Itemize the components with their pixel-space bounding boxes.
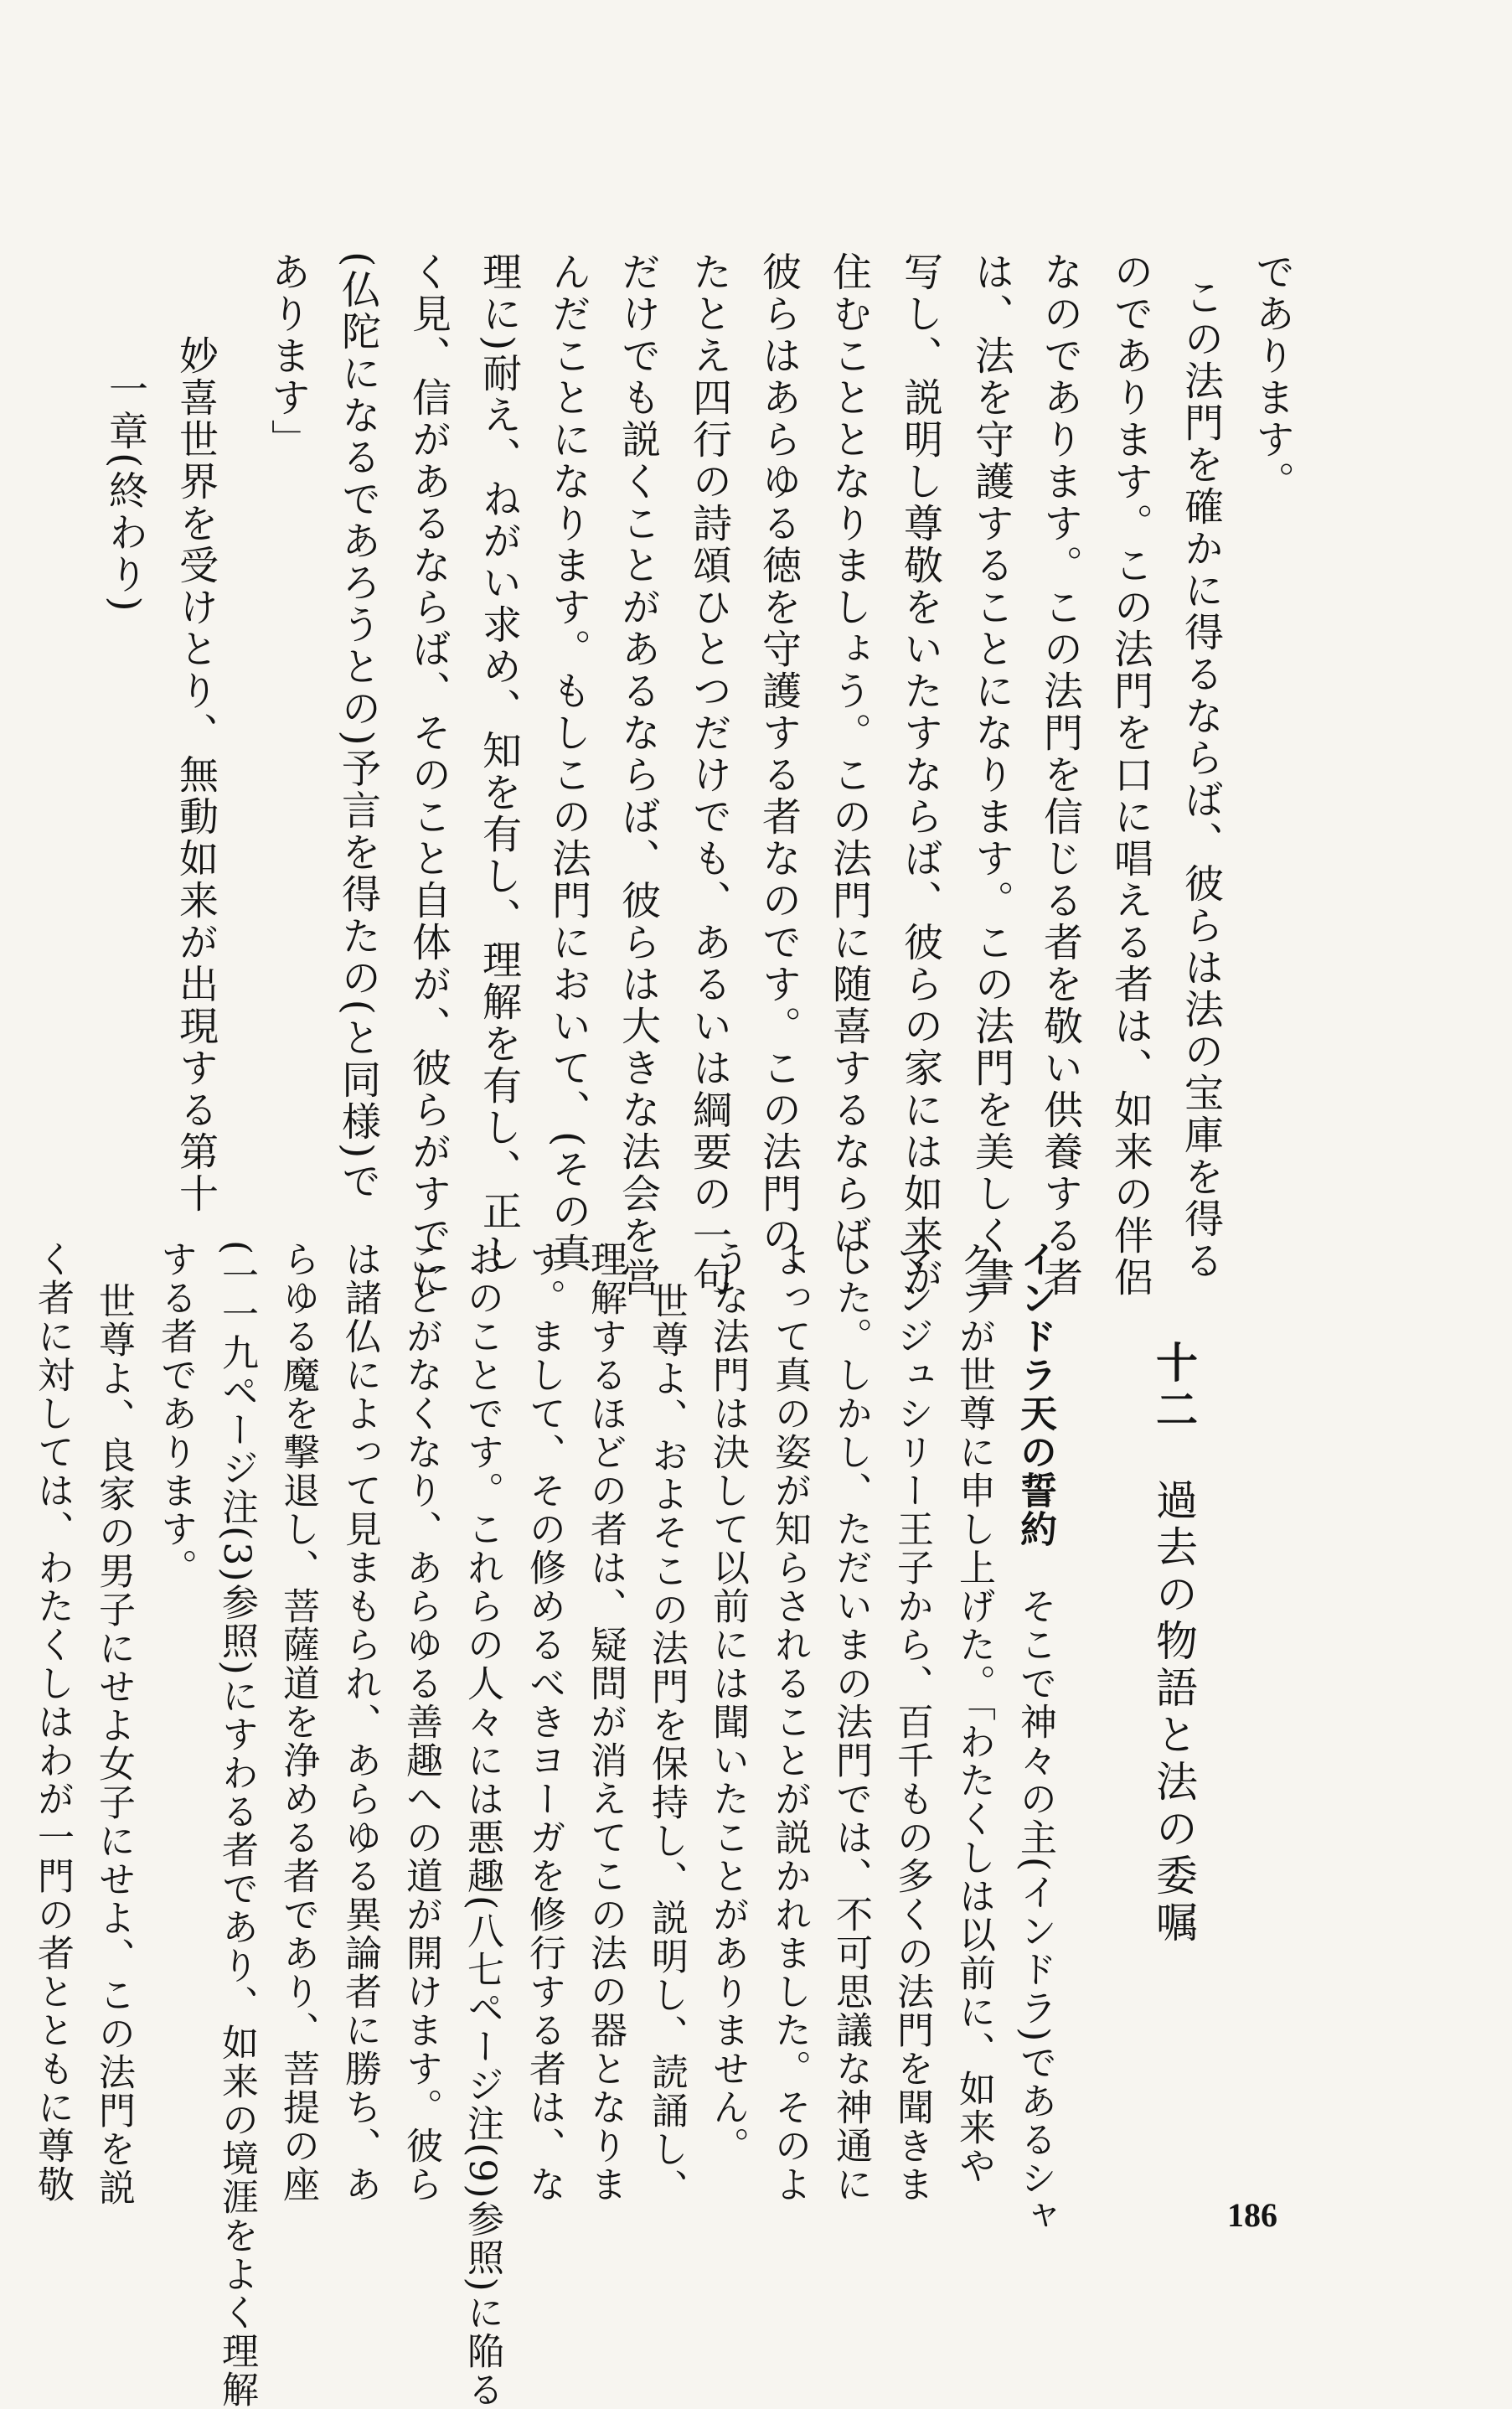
lower-line-12: は諸仏によって見まもられ、あらゆる異論者に勝ち、あ [338, 1240, 381, 2204]
lower-line-16: 世尊よ、良家の男子にせよ女子にせよ、この法門を説 [92, 1282, 135, 2207]
lower-line-1-text: そこで神々の主(インドラ)であるシャ [1014, 1587, 1056, 2236]
upper-line-5: は、法を守護することになります。この法門を美しく書 [968, 251, 1014, 1299]
upper-line-7: 住むこととなりましょう。この法門に随喜するならば、 [826, 251, 872, 1299]
lower-line-8: 理解するほどの者は、疑問が消えてこの法の器となりま [584, 1240, 627, 2204]
section-title: 過去の物語と法の委嘱 [1149, 1477, 1198, 1947]
upper-line-3: のであります。この法門を口に唱える者は、如来の伴侶 [1107, 251, 1153, 1299]
lower-line-3: マンジュシリー王子から、百千もの多くの法門を聞きま [890, 1240, 933, 2204]
chapter-end-line-1: 妙喜世界を受けとり、無動如来が出現する第十 [173, 335, 219, 1215]
lower-line-7: 世尊よ、およそこの法門を保持し、説明し、読誦し、 [645, 1282, 688, 2207]
lower-line-1 [1014, 1240, 1056, 2236]
upper-line-11: んだことになります。もしこの法門において、(その真 [545, 251, 591, 1275]
page-number: 186 [1227, 2196, 1277, 2234]
lower-line-6: うな法門は決して以前には聞いたことがありません。 [706, 1240, 749, 2165]
lower-line-10: おのことです。これらの人々には悪趣(八七ページ注(9)参照)に陥る [461, 1240, 503, 2409]
upper-line-2: この法門を確かに得るならば、彼らは法の宝庫を得る [1178, 277, 1224, 1282]
chapter-end-line-2: 一章(終わり) [102, 369, 148, 614]
section-number: 十二 [1149, 1341, 1199, 1435]
upper-line-8: 彼らはあらゆる徳を守護する者なのです。この法門の、 [756, 251, 802, 1299]
lower-line-17: く者に対しては、わたくしはわが一門の者とともに尊敬 [31, 1240, 74, 2204]
subheading: インドラ天の誓約 [1014, 1240, 1056, 1548]
lower-line-9: す。まして、その修めるべきヨーガを修行する者は、な [523, 1240, 565, 2204]
upper-line-9: たとえ四行の詩頌ひとつだけでも、あるいは綱要の一句 [686, 251, 732, 1299]
upper-line-14: (仏陀になるであろうとの)予言を得たの(と同様)で [335, 251, 381, 1203]
upper-line-10: だけでも説くことがあるならば、彼らは大きな法会を営 [615, 251, 661, 1299]
upper-line-15: あります」 [265, 251, 311, 461]
lower-line-15: する者であります。 [154, 1240, 197, 1587]
lower-line-5: よって真の姿が知らされることが説かれました。そのよ [768, 1240, 811, 2204]
lower-line-2: クラが世尊に申し上げた。「わたくしは以前に、如来や [952, 1240, 995, 2185]
lower-line-14: (一一九ページ注(3)参照)にすわる者であり、如来の境涯をよく理解 [215, 1240, 258, 2409]
upper-line-4: なのであります。この法門を信じる者を敬い供養する者 [1037, 251, 1083, 1299]
upper-line-6: 写し、説明し尊敬をいたすならば、彼らの家には如来が [897, 251, 943, 1299]
lower-line-13: らゆる魔を撃退し、菩薩道を浄める者であり、菩提の座 [276, 1240, 319, 2204]
upper-line-12: 理に)耐え、ねがい求め、知を有し、理解を有し、正し [476, 251, 522, 1275]
lower-line-11: ことがなくなり、あらゆる善趣への道が開けます。彼ら [400, 1240, 442, 2204]
upper-line-1: であります。 [1249, 251, 1295, 503]
lower-line-4: した。しかし、ただいまの法門では、不可思議な神通に [829, 1240, 872, 2204]
upper-line-13: く見、信があるならば、そのこと自体が、彼らがすでに [405, 251, 452, 1299]
section-heading [1149, 1341, 1199, 1947]
